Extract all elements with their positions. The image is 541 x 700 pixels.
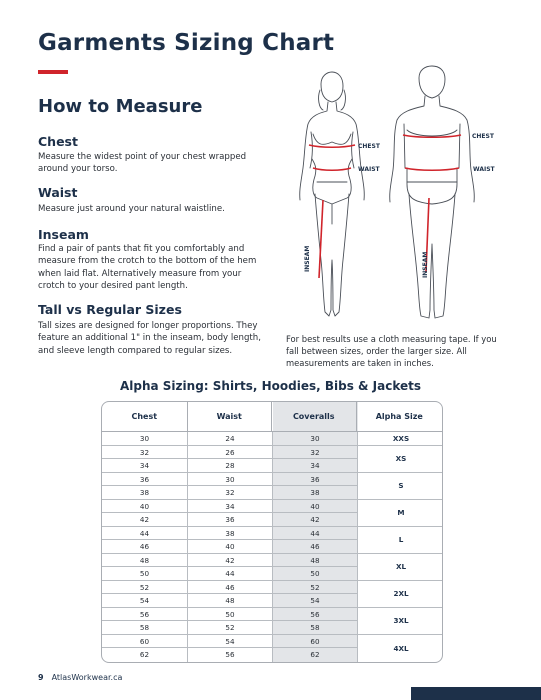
alpha-size-cell: 2XL (358, 581, 443, 608)
chest-cell: 38 (102, 486, 188, 499)
alpha-size-cell: S (358, 473, 443, 500)
coveralls-cell: 32 (273, 446, 358, 459)
waist-cell: 28 (188, 459, 273, 472)
table-header (102, 402, 442, 432)
chest-cell: 36 (102, 473, 188, 486)
male-waist-label: WAIST (473, 166, 495, 173)
footer (38, 673, 122, 682)
male-waist-line (405, 168, 459, 170)
coveralls-cell: 44 (273, 527, 358, 540)
header-alpha-size: Alpha Size (375, 412, 423, 421)
table-row (102, 527, 358, 541)
waist-cell: 42 (188, 554, 273, 567)
table-row (102, 581, 358, 595)
chest-text: Measure the widest point of your chest wrapped around your torso. (38, 152, 247, 175)
measurement-figures-illustration (283, 64, 503, 326)
table-row (102, 486, 358, 500)
chest-cell: 62 (102, 648, 188, 662)
inseam-heading: Inseam (38, 227, 89, 242)
header-coveralls: Coveralls (272, 402, 357, 432)
alpha-size-cell: M (358, 500, 443, 527)
coveralls-cell: 60 (273, 635, 358, 648)
table-row (102, 459, 358, 473)
waist-cell: 44 (188, 567, 273, 580)
table-row (102, 513, 358, 527)
chest-cell: 30 (102, 432, 188, 445)
tall-vs-regular-heading: Tall vs Regular Sizes (38, 302, 182, 317)
table-body (102, 432, 358, 662)
male-figure (390, 66, 475, 318)
waist-cell: 30 (188, 473, 273, 486)
coveralls-cell: 58 (273, 621, 358, 634)
table-row (102, 554, 358, 568)
chest-cell: 32 (102, 446, 188, 459)
alpha-size-cell: 3XL (358, 608, 443, 635)
coveralls-cell: 50 (273, 567, 358, 580)
table-row (102, 540, 358, 554)
footer-site-link[interactable]: AtlasWorkwear.ca (51, 673, 123, 682)
inseam-text: Find a pair of pants that fit you comfortably and measure from the crotch to the bottom of the hem when laid flat. Alternatively measure from your crotch to your desired pant length. (38, 244, 257, 291)
alpha-size-column (358, 432, 443, 662)
coveralls-cell: 46 (273, 540, 358, 553)
chest-cell: 52 (102, 581, 188, 594)
chest-cell: 46 (102, 540, 188, 553)
table-row (102, 621, 358, 635)
male-chest-label: CHEST (472, 133, 494, 140)
table-row (102, 594, 358, 608)
footer-accent-bar (411, 687, 541, 700)
coveralls-cell: 48 (273, 554, 358, 567)
female-waist-line (313, 168, 351, 170)
measuring-tips: For best results use a cloth measuring tape. If you fall between sizes, order the larger size. All measurements are taken in inches. (286, 334, 497, 368)
coveralls-cell: 40 (273, 500, 358, 513)
chest-cell: 60 (102, 635, 188, 648)
chest-cell: 50 (102, 567, 188, 580)
waist-text: Measure just around your natural waistline. (38, 204, 225, 214)
table-row (102, 648, 358, 662)
coveralls-cell: 56 (273, 608, 358, 621)
female-inseam-label: INSEAM (304, 245, 311, 272)
header-waist: Waist (188, 402, 273, 432)
coveralls-cell: 36 (273, 473, 358, 486)
coveralls-cell: 54 (273, 594, 358, 607)
waist-cell: 54 (188, 635, 273, 648)
table-row (102, 473, 358, 487)
how-to-measure-heading: How to Measure (38, 96, 203, 117)
chest-cell: 56 (102, 608, 188, 621)
female-chest-line (309, 145, 355, 147)
female-waist-label: WAIST (358, 166, 380, 173)
coveralls-cell: 38 (273, 486, 358, 499)
table-row (102, 635, 358, 649)
waist-cell: 24 (188, 432, 273, 445)
waist-heading: Waist (38, 185, 78, 200)
coveralls-cell: 62 (273, 648, 358, 662)
waist-cell: 48 (188, 594, 273, 607)
alpha-size-cell: 4XL (393, 643, 409, 653)
table-row (102, 432, 358, 446)
coveralls-cell: 52 (273, 581, 358, 594)
female-inseam-line (319, 200, 323, 278)
male-inseam-label: INSEAM (422, 251, 429, 278)
waist-cell: 38 (188, 527, 273, 540)
waist-cell: 46 (188, 581, 273, 594)
coveralls-cell: 30 (273, 432, 358, 445)
coveralls-cell: 34 (273, 459, 358, 472)
waist-cell: 26 (188, 446, 273, 459)
alpha-size-cell: L (358, 527, 443, 554)
table-row (102, 500, 358, 514)
waist-cell: 56 (188, 648, 273, 662)
page-number: 9 (38, 673, 44, 682)
waist-cell: 34 (188, 500, 273, 513)
alpha-sizing-table (101, 401, 443, 663)
waist-cell: 36 (188, 513, 273, 526)
waist-cell: 40 (188, 540, 273, 553)
table-row (102, 446, 358, 460)
tall-vs-regular-text: Tall sizes are designed for longer proportions. They feature an additional 1" in the inseam, body length, and sleeve length compared to regular sizes. (38, 321, 261, 356)
header-chest: Chest (102, 402, 188, 432)
title-accent-bar (38, 70, 68, 74)
female-figure (300, 72, 365, 316)
alpha-size-cell: XXS (358, 432, 443, 446)
chest-cell: 54 (102, 594, 188, 607)
chest-cell: 40 (102, 500, 188, 513)
coveralls-cell: 42 (273, 513, 358, 526)
table-row (102, 608, 358, 622)
waist-cell: 50 (188, 608, 273, 621)
chest-cell: 58 (102, 621, 188, 634)
female-chest-label: CHEST (358, 143, 380, 150)
waist-cell: 52 (188, 621, 273, 634)
chest-cell: 34 (102, 459, 188, 472)
chest-cell: 48 (102, 554, 188, 567)
table-row (102, 567, 358, 581)
table-title: Alpha Sizing: Shirts, Hoodies, Bibs & Jackets (119, 379, 422, 393)
alpha-size-cell: XL (358, 554, 443, 581)
chest-cell: 42 (102, 513, 188, 526)
chest-cell: 44 (102, 527, 188, 540)
page-title: Garments Sizing Chart (38, 30, 335, 56)
chest-heading: Chest (38, 134, 78, 149)
waist-cell: 32 (188, 486, 273, 499)
alpha-size-cell: XS (358, 446, 443, 473)
